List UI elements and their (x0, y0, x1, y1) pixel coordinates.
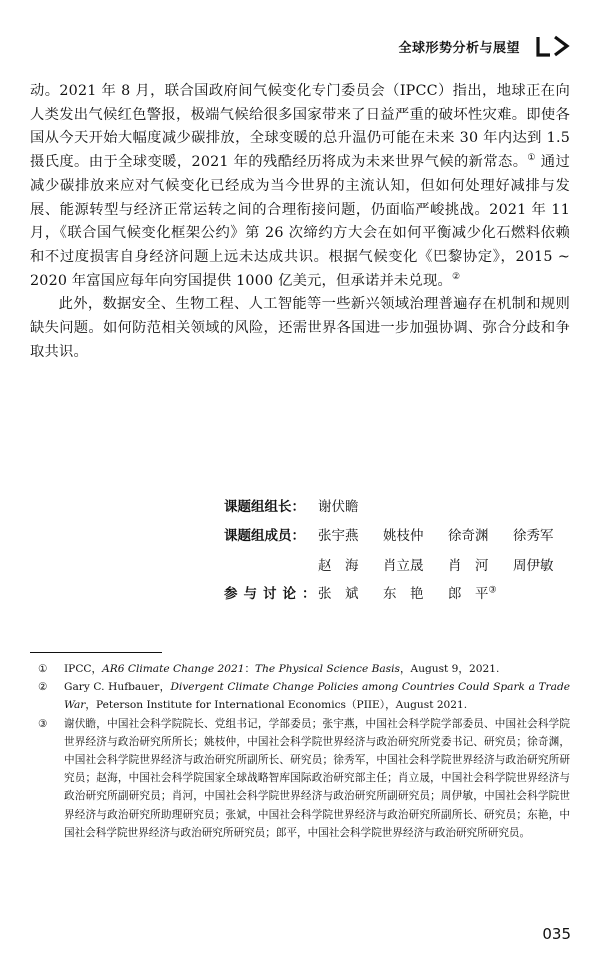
team-leader-label: 课题组组长： (224, 499, 305, 515)
team-members-list (318, 524, 578, 574)
team-member: 张宇燕 (318, 528, 359, 544)
team-members-row (224, 524, 578, 582)
running-header-title: 全球形势分析与展望 (398, 41, 520, 56)
main-text (30, 80, 570, 364)
team-member: 姚枝仲 (383, 528, 424, 544)
footnote-text: 谢伏瞻，中国社会科学院院长、党组书记，学部委员；张宇燕，中国社会科学院学部委员、中国社会科学院世界经济与政治研究所所长；姚枝仲，中国社会科学院世界经济与政治研究所党委书记、研究员；徐奇渊，中国社会科学院世界经济与政治研究所副所长、研究员；徐秀军，中国社会科学院世界经济与政治研究所研究员；赵海，中国社会科学院国家全球战略智库国际政治研究部主任；肖立晟，中国社会科学院世界经济与政治研究所副研究员；肖河，中国社会科学院世界经济与政治研究所副研究员；周伊敏，中国社会科学院世界经济与政治研究所助理研究员；张斌，中国社会科学院世界经济与政治研究所副所长、研究员；东艳，中国社会科学院世界经济与政治研究所研究员；郎平，中国社会科学院世界经济与政治研究所研究员。 (64, 717, 570, 839)
research-team-block (224, 495, 578, 611)
team-discussant: 郎 平③ (448, 585, 497, 602)
book-logo-icon (536, 34, 572, 58)
footnote-ref-3[interactable]: ③ (488, 585, 497, 596)
team-leader-name: 谢伏瞻 (318, 499, 359, 515)
paragraph-1 (30, 80, 570, 293)
paragraph-1-text-cont: 通过减少碳排放来应对气候变化已经成为当今世界的主流认知，但如何处理好减排与发展、能源转型与经济正常运转之间的合理衔接问题，仍面临严峻挑战。2021 年 11 月，《联合国气候变化框架公约》第 26 次缔约方大会在如何平衡减少化石燃料依赖和不过度损害自身经济问题上远未达成共识。根据气候变化《巴黎协定》，2015 ~ 2020 年富国应每年向穷国提供 1000 亿美元，但承诺并未兑现。 (30, 154, 570, 289)
paragraph-1-text: 动。2021 年 8 月，联合国政府间气候变化专门委员会（IPCC）指出，地球正在向人类发出气候红色警报，极端气候给很多国家带来了日益严重的破坏性灾难。即使各国从今天开始大幅度减少碳排放，全球变暖的总升温仍可能在未来 30 年内达到 1.5 摄氏度。由于全球变暖，2021 年的残酷经历将成为未来世界气候的新常态。 (30, 83, 570, 171)
footnotes (30, 660, 570, 842)
footnote-ref-1[interactable]: ① (527, 153, 536, 164)
team-discussants-label: 参与讨论： (224, 586, 322, 602)
footnote-ref-2[interactable]: ② (452, 271, 461, 282)
team-discussants-row (224, 582, 578, 611)
team-member: 徐秀军 (513, 528, 554, 544)
team-member: 肖立晟 (383, 558, 424, 574)
team-member: 肖 河 (448, 558, 489, 574)
paragraph-2: 此外，数据安全、生物工程、人工智能等一些新兴领域治理普遍存在机制和规则缺失问题。如何防范相关领域的风险，还需世界各国进一步加强协调、弥合分歧和争取共识。 (30, 296, 570, 360)
team-members-label: 课题组成员： (224, 528, 305, 544)
team-member: 徐奇渊 (448, 528, 489, 544)
footnote-2 (30, 678, 570, 714)
footnote-text: IPCC，AR6 Climate Change 2021：The Physical Science Basis，August 9，2021. (64, 663, 500, 675)
team-discussant: 张 斌 (318, 586, 359, 602)
team-leader-row (224, 495, 578, 524)
team-discussant: 东 艳 (383, 586, 424, 602)
page-number: 035 (542, 925, 571, 943)
footnote-3 (30, 715, 570, 842)
footnote-text: Gary C. Hufbauer，Divergent Climate Change Policies among Countries Could Spark a Trade War，Peterson Institute for International Economics（PIIE），August 2021. (64, 681, 570, 712)
running-header (372, 34, 572, 58)
footnote-number: ③ (38, 717, 48, 730)
footnote-number: ① (38, 663, 48, 675)
team-discussants-list (318, 582, 578, 602)
footnote-1 (30, 660, 570, 678)
footnote-divider (30, 652, 162, 653)
team-member: 周伊敏 (513, 558, 554, 574)
footnote-number: ② (38, 681, 48, 694)
team-member: 赵 海 (318, 558, 359, 574)
